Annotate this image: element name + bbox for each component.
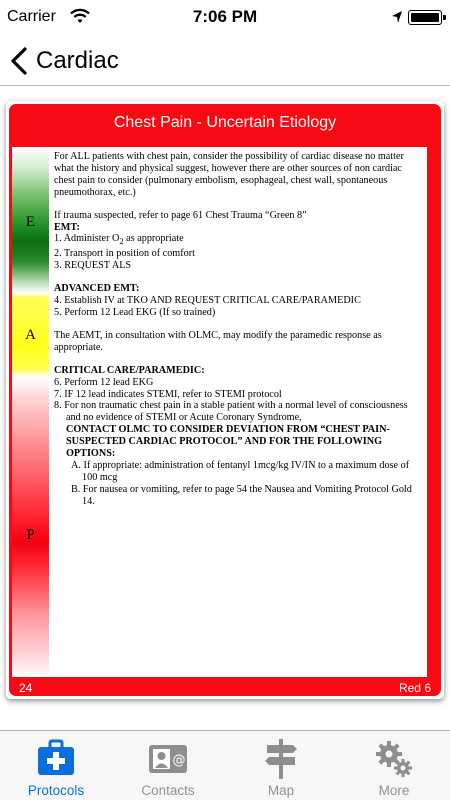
tab-more[interactable]	[338, 731, 450, 800]
back-button[interactable]	[8, 44, 119, 78]
level-letter-paramedic: P	[26, 527, 35, 543]
section-label: Red 6	[398, 681, 431, 695]
battery-fill	[411, 13, 439, 22]
page-number: 24	[19, 681, 33, 695]
oxygen-subscript: 2	[119, 236, 124, 247]
emt-step-2: 2. Transport in position of comfort	[54, 248, 195, 260]
tab-label-contacts: Contacts	[141, 783, 195, 798]
protocol-page	[6, 101, 444, 699]
paramedic-step-6: 6. Perform 12 lead EKG	[54, 376, 154, 388]
aemt-note: The AEMT, in consultation with OLMC, may modify the paramedic response as appropriate.	[54, 329, 382, 353]
status-bar	[0, 0, 450, 36]
protocol-viewer[interactable]	[0, 87, 450, 730]
aemt-header: ADVANCED EMT:	[54, 283, 140, 295]
emt-step-3: 3. REQUEST ALS	[54, 260, 132, 272]
intro-paragraph: For ALL patients with chest pain, consider the possibility of cardiac disease no matter what the history and physical suggest, however there are other sources of non cardiac chest pain to consider (pulmonary embolism, esophageal, chest wall, spontaneous pneumothorax, etc.)	[54, 151, 404, 198]
tab-map[interactable]	[225, 731, 337, 800]
clock: 7:06 PM	[192, 7, 258, 26]
level-letter-aemt: A	[25, 327, 36, 343]
battery-icon	[408, 10, 442, 25]
svg-text:@: @	[172, 753, 186, 768]
navigation-bar	[0, 36, 450, 86]
tab-label-more: More	[378, 783, 410, 798]
location-arrow-icon	[391, 10, 403, 24]
level-letter-emt: E	[25, 214, 36, 230]
option-a: A. If appropriate: administration of fentanyl 1mcg/kg IV/IN to a maximum dose of 100 mcg	[71, 459, 410, 483]
tab-label-protocols: Protocols	[27, 783, 85, 798]
paramedic-header: CRITICAL CARE/PARAMEDIC:	[54, 364, 205, 376]
paramedic-step-8: 8. For non traumatic chest pain in a stable patient with a normal level of consciousness and no evidence of STEMI or Acute Coronary Syndrome,	[54, 400, 408, 424]
contact-card-icon	[146, 737, 190, 781]
aemt-step-4: 4. Establish IV at TKO AND REQUEST CRITICAL CARE/PARAMEDIC	[54, 295, 361, 307]
tab-label-map: Map	[267, 783, 295, 798]
tab-protocols[interactable]	[0, 731, 112, 800]
emt-step-1	[54, 233, 424, 248]
emt-step-1-rest: as appropriate	[123, 233, 184, 245]
aemt-step-5: 5. Perform 12 Lead EKG (If so trained)	[54, 307, 216, 318]
signpost-icon	[259, 737, 303, 781]
protocol-title: Chest Pain - Uncertain Etiology	[113, 114, 337, 131]
emt-step-1-text: 1. Administer O	[54, 233, 120, 245]
paramedic-step-7: 7. IF 12 lead indicates STEMI, refer to STEMI protocol	[54, 388, 282, 400]
tab-bar	[0, 730, 450, 800]
provider-level-strip	[12, 147, 49, 677]
olmc-contact-instruction: CONTACT OLMC TO CONSIDER DEVIATION FROM “CHEST PAIN-SUSPECTED CARDIAC PROTOCOL” AND FOR THE FOLLOWING OPTIONS:	[66, 424, 390, 460]
gears-icon	[372, 737, 416, 781]
protocol-body	[12, 147, 427, 677]
trauma-note: If trauma suspected, refer to page 61 Chest Trauma “Green 8”	[54, 209, 307, 221]
back-label: Cardiac	[36, 47, 119, 74]
chevron-left-icon	[8, 46, 32, 76]
first-aid-kit-icon	[34, 737, 78, 781]
option-b: B. For nausea or vomiting, refer to page 54 the Nausea and Vomiting Protocol Gold 14.	[71, 483, 412, 507]
carrier-label: Carrier	[7, 8, 56, 25]
protocol-frame	[9, 104, 441, 696]
protocol-text	[54, 151, 424, 508]
emt-header: EMT:	[54, 221, 80, 233]
tab-contacts[interactable]	[112, 731, 224, 800]
